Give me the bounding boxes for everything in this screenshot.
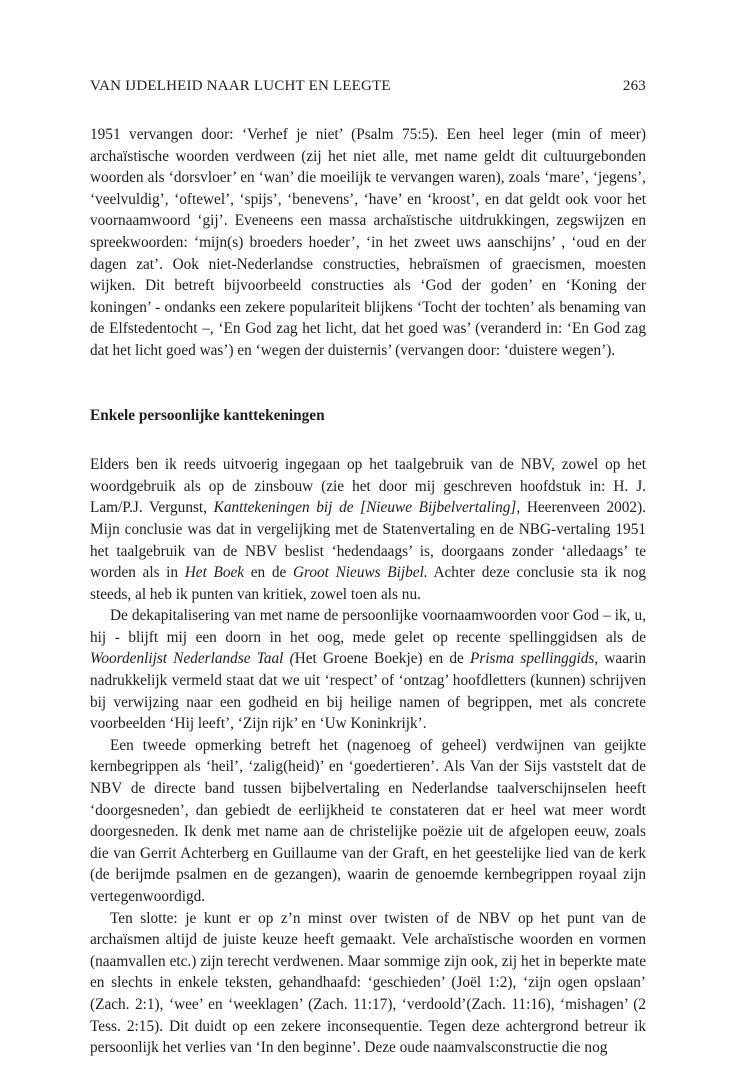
body-text: [90, 124, 646, 1059]
paragraph-text: , waarin nadrukkelijk vermeld staat dat we uit ‘respect’ of ‘ontzag’ hoofdletters (kunnen) schrijven bij verwijzing naar een godheid en bij heilige namen of begrippen, met als concrete voorbeelden ‘Hij leeft’, ‘Zijn rijk’ en ‘Uw Koninkrijk’.: [90, 650, 646, 733]
book-title-groot-nieuws-bijbel: Groot Nieuws Bijbel.: [292, 564, 428, 582]
book-page: [90, 78, 646, 1059]
paragraph-text: Het Groene Boekje) en de: [294, 650, 471, 668]
paragraph-text: Achter deze conclusie sta ik nog steeds, al heb ik punten van kritiek, zowel toen als nu.: [90, 564, 646, 603]
running-header: [90, 78, 646, 100]
paragraph-text: Elders ben ik reeds uitvoerig ingegaan op het taalgebruik van de NBV, zowel op het woordgebruik als op de zinsbouw (zie het door mij geschreven hoofdstuk in: H. J. Lam/P.J. Vergunst,: [90, 456, 646, 517]
book-title-woordenlijst: Woordenlijst Nederlandse Taal (: [90, 650, 295, 668]
book-title-het-boek: Het Boek: [184, 564, 245, 582]
paragraph-kernbegrippen: Een tweede opmerking betreft het (nagenoeg of geheel) verdwijnen van geijkte kernbegrippen als ‘heil’, ‘zalig(heid)’ en ‘goedertieren’. Als Van der Sijs vaststelt dat de NBV de directe band tussen bijbelvertaling en Nederlandse taalverschijnselen heeft ‘doorgesneden’, dan gebiedt de eerlijkheid te constateren dat er heel wat meer wordt doorgesneden. Ik denk met name aan de christelijke poëzie uit de afgelopen eeuw, zoals die van Gerrit Achterberg en Guillaume van der Graft, en het geestelijke lied van de kerk (de berijmde psalmen en de gezangen), waarin de genoemde kernbegrippen royaal zijn vertegenwoordigd.: [90, 736, 646, 905]
section-heading: Enkele persoonlijke kanttekeningen: [90, 406, 325, 424]
paragraph-archaismen: Ten slotte: je kunt er op z’n minst over twisten of de NBV op het punt van de archaïsmen altijd de juiste keuze heeft gemaakt. Vele archaïstische woorden en vormen (naamvallen etc.) zijn terecht verdwenen. Maar sommige zijn ook, zij het in beperkte mate en slechts in enkele teksten, gehandhaafd: ‘geschieden’ (Joël 1:2), ‘zijn ogen opslaan’ (Zach. 2:1), ‘wee’ en ‘weeklagen’ (Zach. 11:17), ‘verdoold’(Zach. 11:16), ‘mishagen’ (2 Tess. 2:15). Dit duidt op een zekere inconsequentie. Tegen deze achtergrond betreur ik persoonlijk het verlies van ‘In den beginne’. Deze oude naamvalsconstructie die nog: [90, 909, 646, 1057]
paragraph-text: en de: [244, 564, 293, 582]
paragraph-dekapitalisering: [90, 605, 646, 735]
paragraph-text: De dekapitalisering van met name de persoonlijke voornaamwoorden voor God – ik, u, hij - blijft mij een doorn in het oog, mede gelet op recente spellinggidsen als de: [90, 607, 646, 646]
running-title: VAN IJDELHEID NAAR LUCHT EN LEEGTE: [90, 78, 391, 94]
paragraph-continuation: 1951 vervangen door: ‘Verhef je niet’ (Psalm 75:5). Een heel leger (min of meer) archaïstische woorden verdween (zij het niet alle, met name geldt dit cultuurgebonden woorden als ‘dorsvloer’ en ‘wan’ die moeilijk te vervangen waren), zoals ‘mare’, ‘jegens’, ‘veelvuldig’, ‘oftewel’, ‘spijs’, ‘benevens’, ‘have’ en ‘kroost’, en dat geldt ook voor het voornaamwoord ‘gij’. Eveneens een massa archaïstische uitdrukkingen, zegswijzen en spreekwoorden: ‘mijn(s) broeders hoeder’, ‘in het zweet uws aanschijns’ , ‘oud en der dagen zat’. Ook niet-Nederlandse constructies, hebraïsmen of graecismen, moesten wijken. Dit betreft bijvoorbeeld constructies als ‘God der goden’ en ‘Koning der koningen’ - ondanks een zekere populariteit blijkens ‘Tocht der tochten’ als benaming van de Elfstedentocht –, ‘En God zag het licht, dat het goed was’ (veranderd in: ‘En God zag dat het licht goed was’) en ‘wegen der duisternis’ (vervangen door: ‘duistere wegen’).: [90, 126, 646, 359]
paragraph-taalgebruik: [90, 454, 646, 605]
paragraph-text: Heerenveen 2002). Mijn conclusie was dat in vergelijking met de Statenvertaling en de NBG-vertaling 1951 het taalgebruik van de NBV beslist ‘hedendaags’ is, doorgaans zonder ‘alledaags’ te worden als in: [90, 499, 646, 582]
book-title-kanttekeningen: Kanttekeningen bij de [Nieuwe Bijbelvertaling],: [213, 499, 521, 517]
page-number: 263: [622, 78, 646, 94]
book-title-prisma: Prisma spellinggids: [470, 650, 595, 668]
